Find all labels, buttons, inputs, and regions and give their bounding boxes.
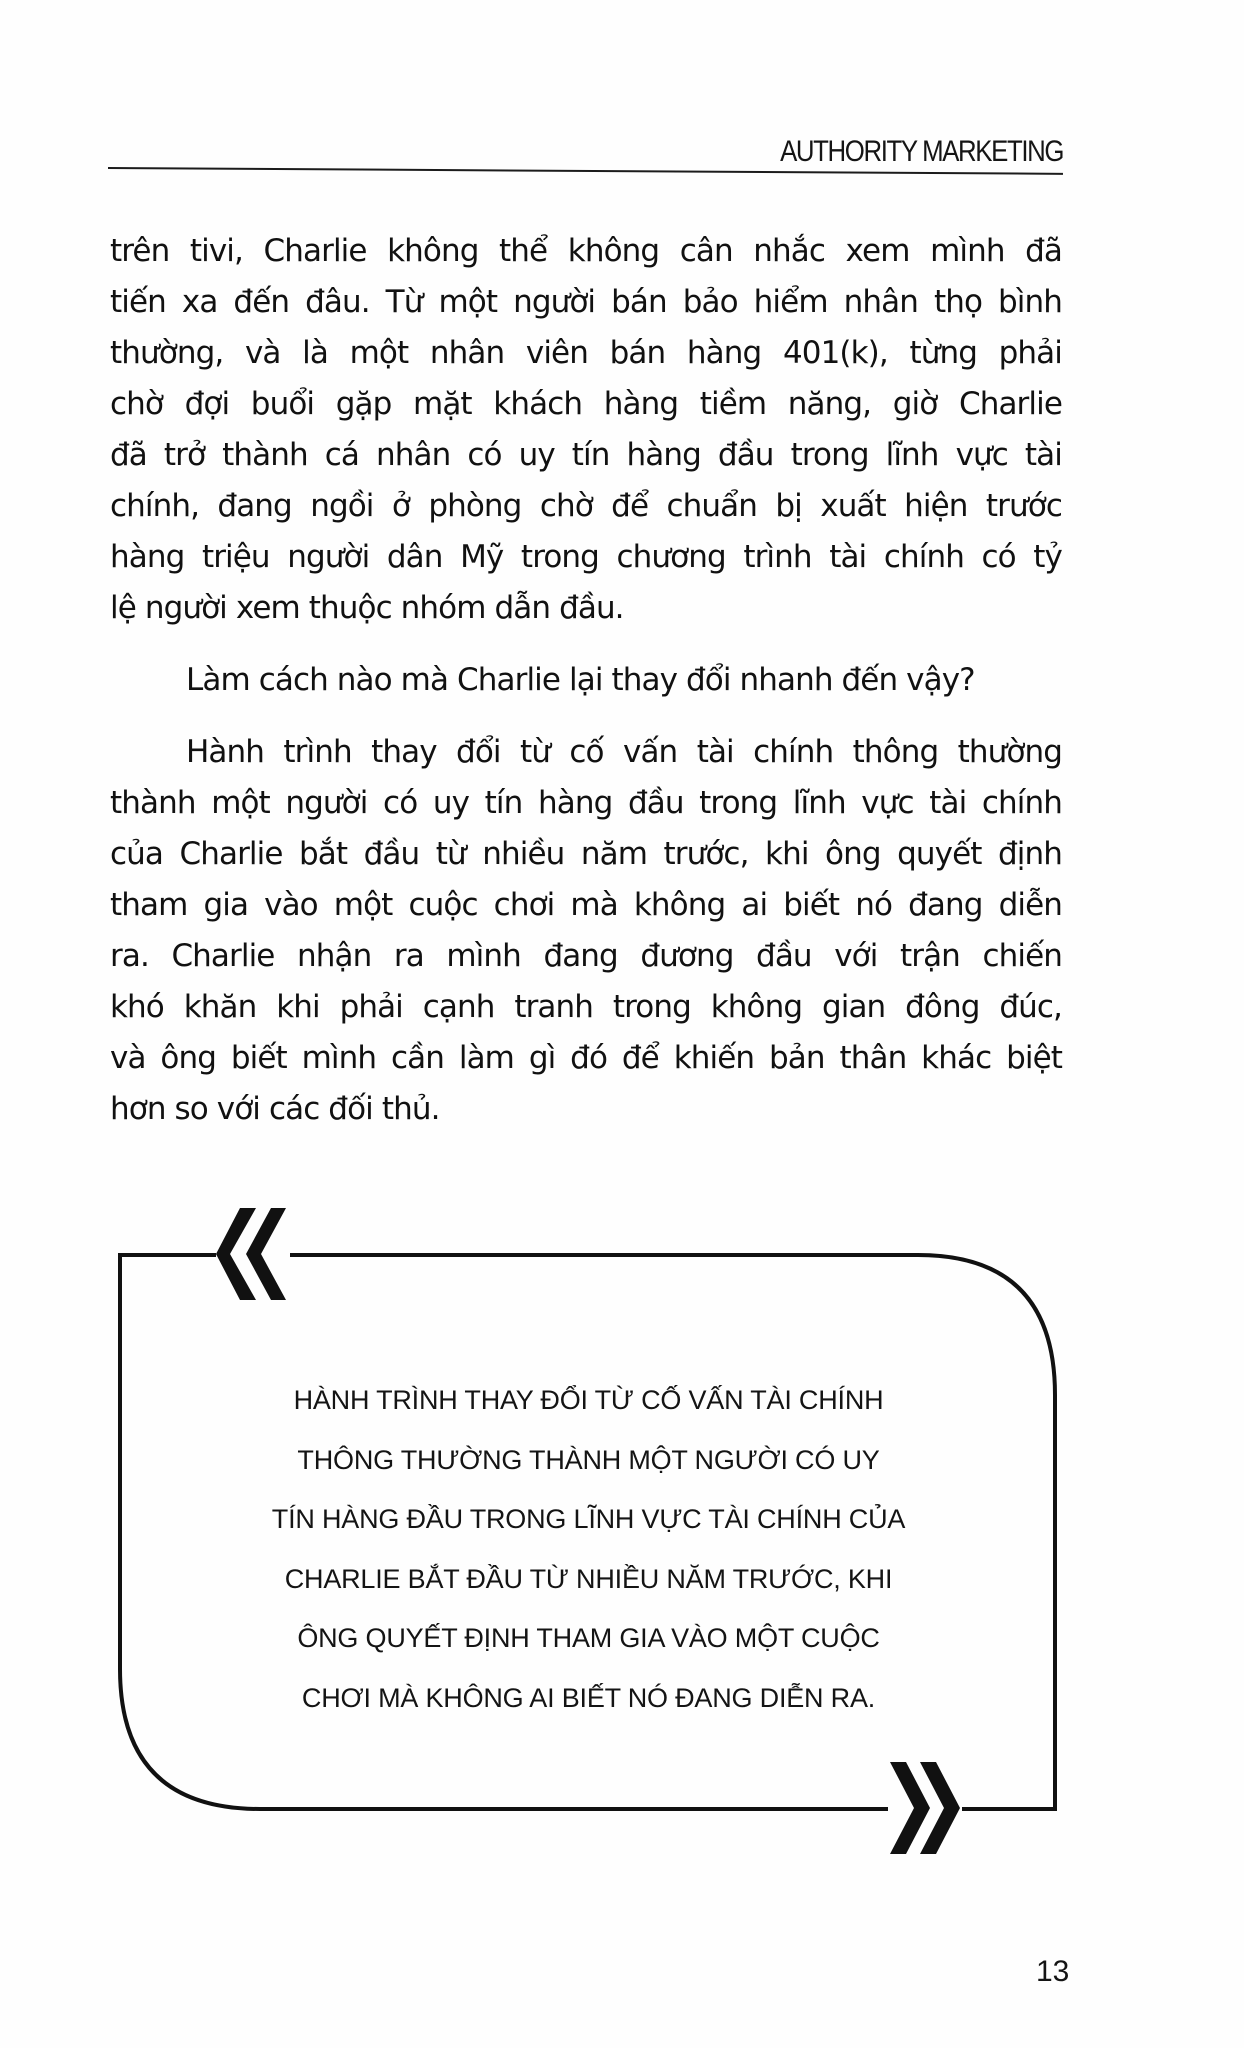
pull-quote-line: ÔNG QUYẾT ĐỊNH THAM GIA VÀO MỘT CUỘC <box>297 1623 880 1654</box>
paragraph-3 <box>110 727 1062 1135</box>
text-line: lệ người xem thuộc nhóm dẫn đầu. <box>110 590 624 626</box>
header-rule <box>108 167 1063 175</box>
text-line: đã trở thành cá nhân có uy tín hàng đầu trong lĩnh vực tài <box>110 437 1062 473</box>
pull-quote-box <box>118 1253 1059 1811</box>
paragraph-spacing <box>110 706 1062 727</box>
paragraph-spacing <box>110 634 1062 655</box>
text-line: trên tivi, Charlie không thể không cân nhắc xem mình đã <box>110 233 1062 269</box>
text-line: Hành trình thay đổi từ cố vấn tài chính thông thường <box>186 734 1062 770</box>
text-line: thành một người có uy tín hàng đầu trong lĩnh vực tài chính <box>110 785 1062 821</box>
text-line: hàng triệu người dân Mỹ trong chương trình tài chính có tỷ <box>110 539 1062 575</box>
text-line: của Charlie bắt đầu từ nhiều năm trước, khi ông quyết định <box>110 836 1062 872</box>
text-line: tiến xa đến đâu. Từ một người bán bảo hiểm nhân thọ bình <box>110 284 1062 320</box>
text-line: chính, đang ngồi ở phòng chờ để chuẩn bị xuất hiện trước <box>110 488 1062 524</box>
close-quote-chevrons-icon <box>888 1762 962 1854</box>
paragraph-1 <box>110 226 1062 634</box>
text-line: Làm cách nào mà Charlie lại thay đổi nhanh đến vậy? <box>186 662 975 698</box>
body-text <box>110 226 1062 1135</box>
pull-quote-line: THÔNG THƯỜNG THÀNH MỘT NGƯỜI CÓ UY <box>297 1444 880 1475</box>
text-line: hơn so với các đối thủ. <box>110 1091 440 1127</box>
text-line: tham gia vào một cuộc chơi mà không ai biết nó đang diễn <box>110 887 1062 923</box>
text-line: khó khăn khi phải cạnh tranh trong không gian đông đúc, <box>110 989 1062 1025</box>
page-number: 13 <box>1036 1955 1070 1988</box>
text-line: thường, và là một nhân viên bán hàng 401(k), từng phải <box>110 335 1062 371</box>
running-header-title: AUTHORITY MARKETING <box>779 135 1063 168</box>
pull-quote-line: TÍN HÀNG ĐẦU TRONG LĨNH VỰC TÀI CHÍNH CỦA <box>271 1504 906 1535</box>
pull-quote-line: CHƠI MÀ KHÔNG AI BIẾT NÓ ĐANG DIỄN RA. <box>301 1682 876 1713</box>
open-quote-chevrons-icon <box>216 1208 290 1300</box>
paragraph-2 <box>110 655 1062 706</box>
pull-quote-line: HÀNH TRÌNH THAY ĐỔI TỪ CỐ VẤN TÀI CHÍNH <box>293 1385 884 1415</box>
text-line: và ông biết mình cần làm gì đó để khiến bản thân khác biệt <box>110 1040 1062 1076</box>
text-line: chờ đợi buổi gặp mặt khách hàng tiềm năng, giờ Charlie <box>110 386 1062 422</box>
text-line: ra. Charlie nhận ra mình đang đương đầu với trận chiến <box>110 938 1062 974</box>
pull-quote-text <box>178 1371 999 1729</box>
pull-quote-line: CHARLIE BẮT ĐẦU TỪ NHIỀU NĂM TRƯỚC, KHI <box>284 1563 893 1594</box>
